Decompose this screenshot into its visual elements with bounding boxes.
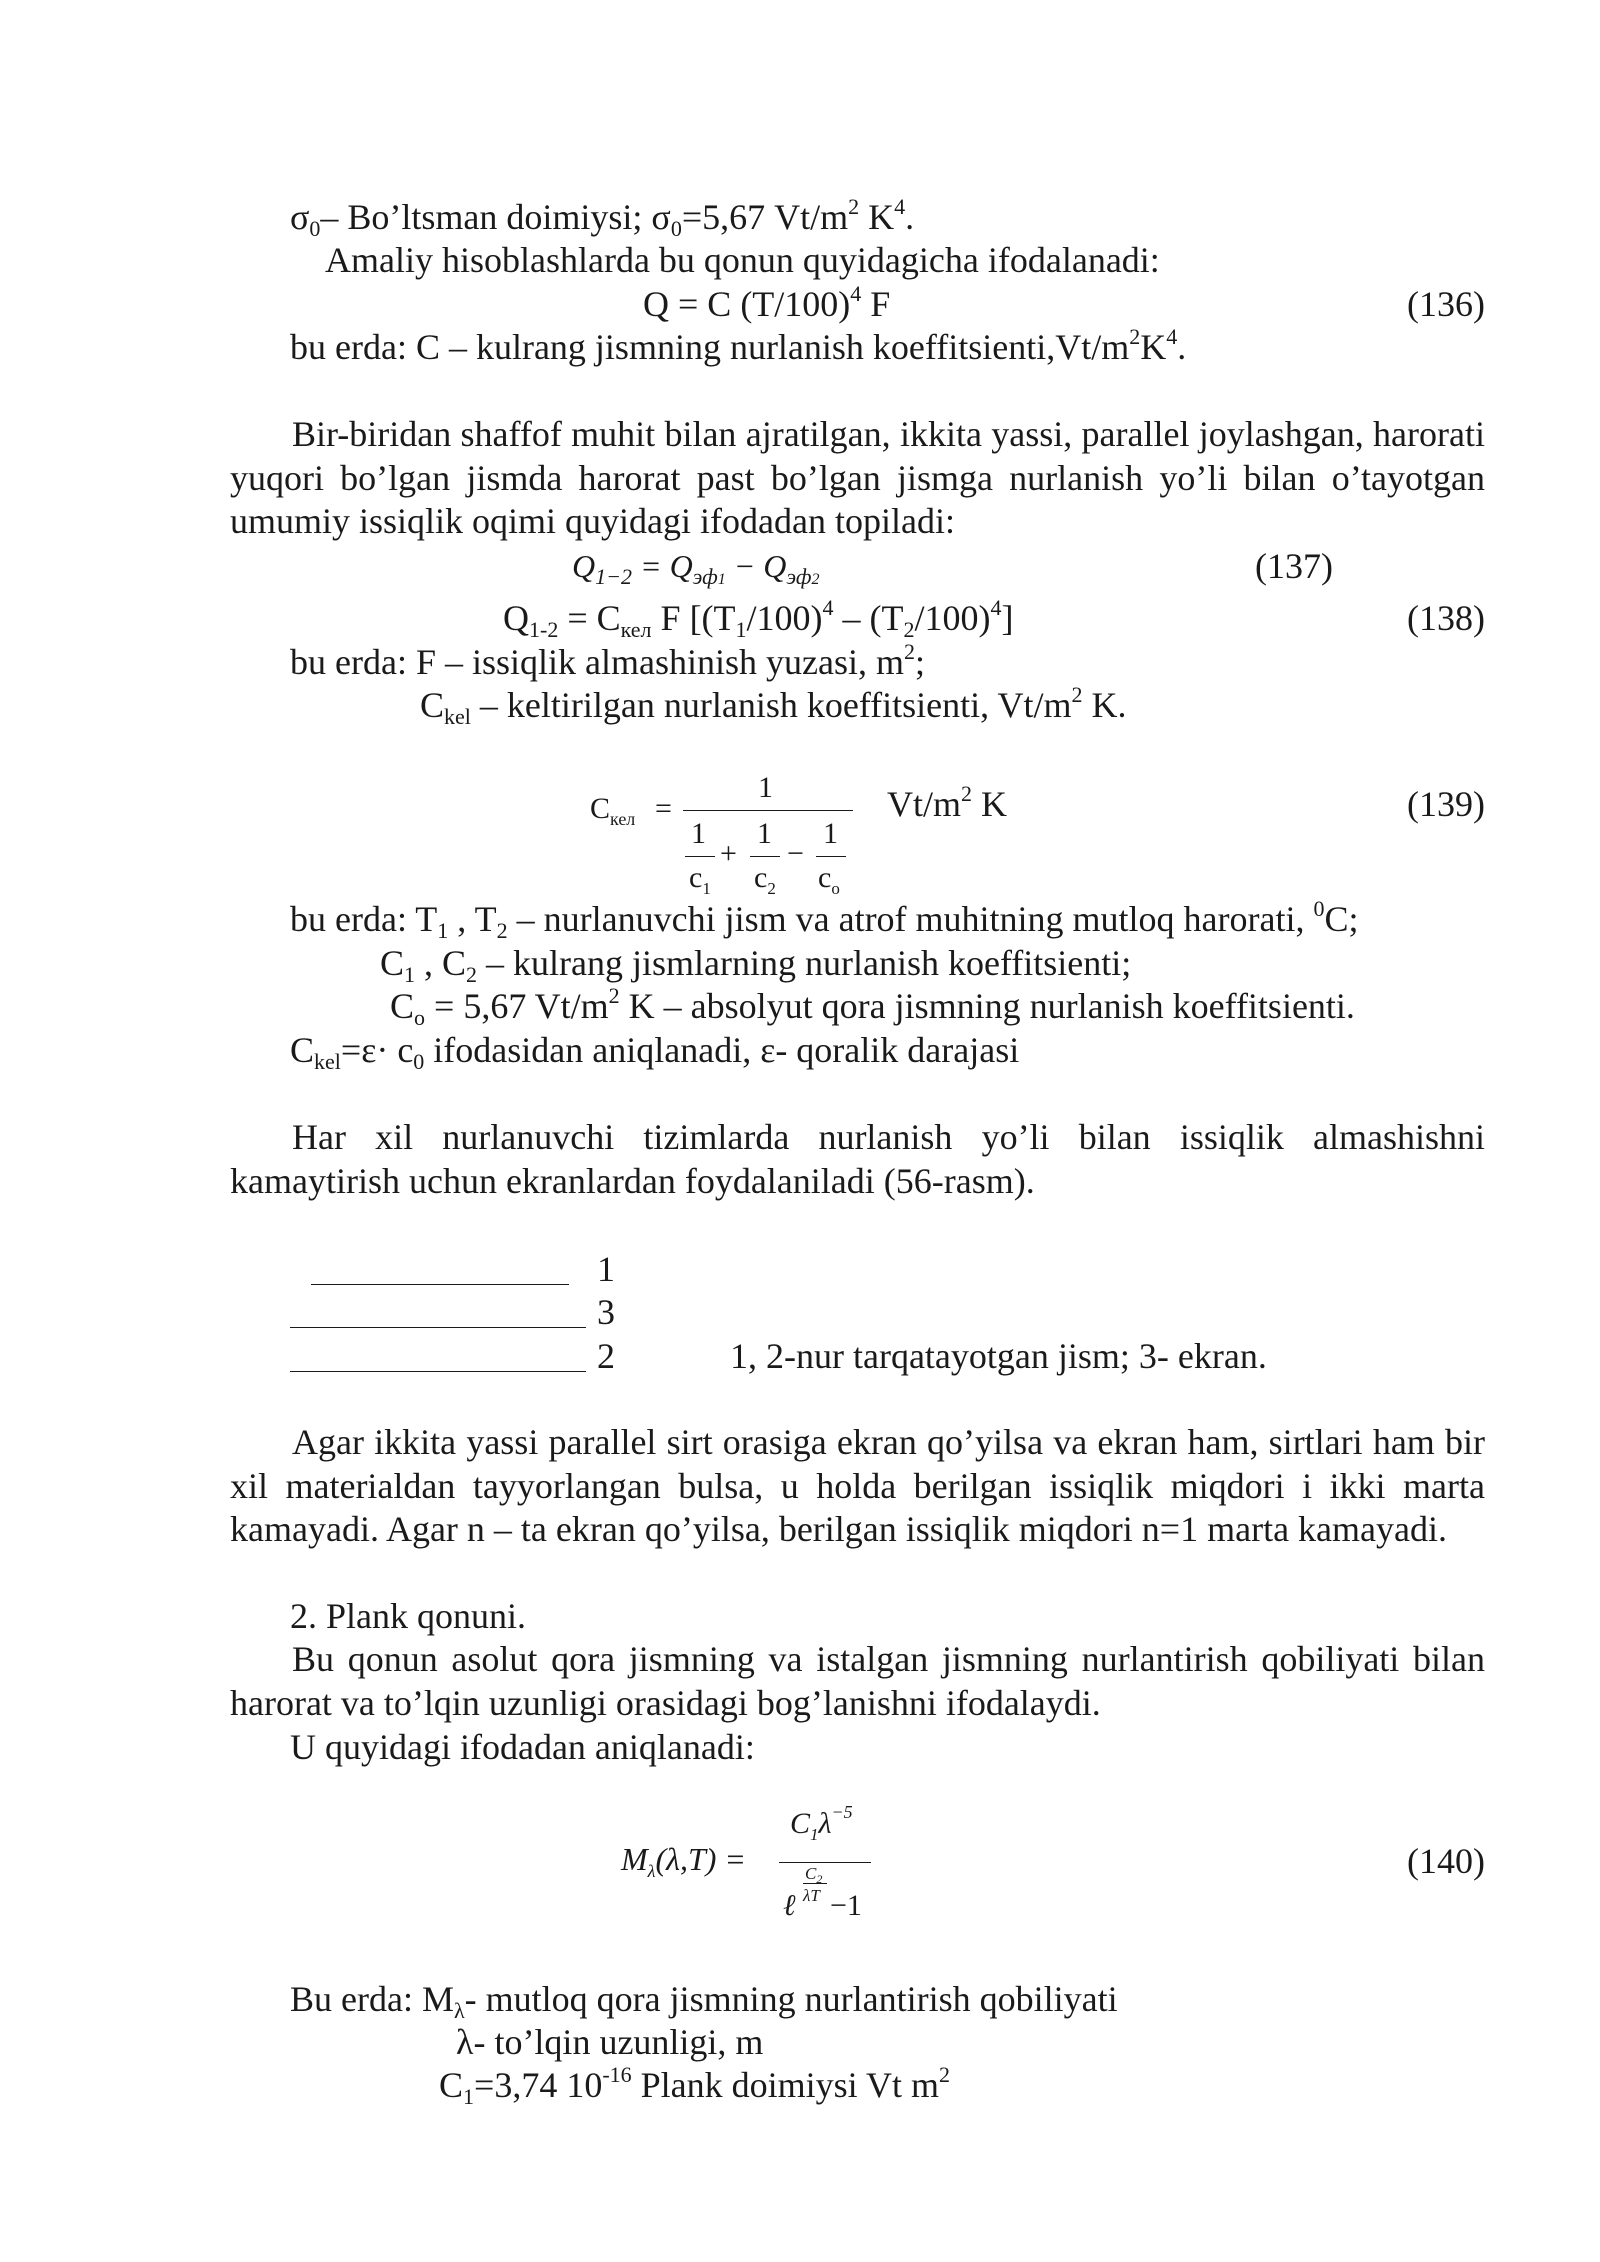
text: Vt/m [887,784,962,824]
text: 0 [309,216,321,241]
text: 2 [496,918,508,943]
text: λ [647,1861,656,1881]
figure-label: 3 [597,1292,615,1332]
text: 2 [961,781,973,806]
text: bu erda: F – issiqlik almashinish yuzasi, m [290,642,904,682]
definition-line [290,326,1186,368]
text: c [818,861,832,894]
definition-line [290,1978,1118,2023]
paragraph: Bir-biridan shaffof muhit bilan ajratilgan, ikkita yassi, parallel joylashgan, harorati yuqori bo’lgan jismda harorat past bo’lgan jismga nurlanish yo’li bilan o’tayotgan umumiy issiqlik oqimi quyidagi ifodadan topiladi: [230,414,1485,541]
lhs [621,1841,747,1881]
definition-line [290,896,1359,943]
text: – keltirilgan nurlanish koeffitsienti, Vt/m [470,685,1072,725]
text: /100) [914,598,991,638]
text: =3,74 10 [474,2065,603,2105]
text: K – absolyut qora jismning nurlanish koeffitsienti. [619,986,1355,1026]
numerator: 1 [758,771,773,804]
text: кел [610,809,636,829]
text: 4 [894,194,906,219]
text: 1 [404,962,416,987]
text: C; [1324,899,1359,939]
denominator-co [818,861,840,898]
text: 1 [437,918,449,943]
equation-number: (136) [1407,284,1485,324]
text: Bu erda: M [290,1979,454,2019]
paragraph: Bu qonun asolut qora jismning va istalgan jismning nurlantirish qobiliyati bilan harorat va to’lqin uzunligi orasidagi bog’lanishni ifodalaydi. [230,1639,1485,1723]
text: F [(T [651,598,736,638]
paragraph: Agar ikkita yassi parallel sirt orasiga ekran qo’yilsa va ekran ham, sirtlari ham bir xil materialdan tayyorlangan bulsa, u holda berilgan issiqlik miqdori i ikki marta kamayadi. Agar n – ta ekran qo’yilsa, berilgan issiqlik miqdori n=1 marta kamayadi. [230,1422,1485,1549]
text: − Q [725,548,787,584]
text: =5,67 Vt/m [681,197,849,237]
text: ] [1001,598,1014,638]
text: = Q [631,548,693,584]
text: 1 [735,617,747,642]
text: эф [786,564,812,589]
denominator-c2 [754,861,776,898]
term-1-numerator: 1 [691,817,706,850]
text: Plank doimiysi Vt m [631,2065,940,2105]
text: λ [453,1998,465,2023]
definition-line [290,641,925,683]
text: K. [1082,685,1127,725]
text: 1 [702,879,711,898]
text: 2 [608,983,620,1008]
text: 2 [466,962,478,987]
line-2 [290,1371,586,1372]
text: 2 [816,1872,823,1886]
text: 4 [1166,324,1178,349]
text: F [861,284,891,324]
fraction-bar [685,856,715,857]
lhs [590,792,636,829]
text: . [905,197,915,237]
text: = C [558,598,621,638]
text: C [420,685,445,725]
fraction-bar [683,810,853,811]
paragraph-line: U quyidagi ifodadan aniqlanadi: [290,1727,755,1767]
paragraph-line: Amaliy hisoblashlarda bu qonun quyidagicha ifodalanadi: [325,240,1160,280]
text: o [831,879,840,898]
text: – Bo’ltsman doimiysi; σ [320,197,671,237]
line-3 [290,1327,586,1328]
text: 2 [811,571,820,588]
exponent-denominator: λT [803,1886,820,1905]
text: Q [572,548,596,584]
text: 0 [1313,896,1325,921]
text: M [621,1841,648,1877]
text: ifodasidan aniqlanadi, ε- qoralik darajasi [424,1030,1020,1070]
text: 2 [903,617,915,642]
text: 1-2 [529,617,559,642]
definition-line: λ- to’lqin uzunligi, m [456,2022,764,2062]
text: 4 [990,595,1002,620]
text: 2 [767,879,776,898]
figure-caption: 1, 2-nur tarqatayotgan jism; 3- ekran. [730,1336,1267,1376]
paragraph: Har xil nurlanuvchi tizimlarda nurlanish yo’li bilan issiqlik almashishni kamaytirish uchun ekranlardan foydalaniladi (56-rasm). [230,1117,1485,1201]
definition-line [290,1029,1020,1074]
text: C [790,1807,811,1840]
text: Q [503,598,529,638]
denominator-tail: −1 [830,1889,862,1922]
term-2-numerator: 1 [757,817,772,850]
numerator [790,1802,853,1844]
text: 4 [850,281,862,306]
text: C [380,943,405,983]
text: (λ,T) = [655,1841,747,1877]
text: , T [448,899,497,939]
definition-line [390,983,1355,1030]
text: кел [620,617,652,642]
text: K [972,784,1008,824]
fraction-bar [779,1862,871,1863]
equation-number: (137) [1255,546,1333,586]
denominator-c1 [689,861,711,898]
text: 1 [717,571,726,588]
text: 2 [939,2062,951,2087]
fraction-bar [750,856,780,857]
text: Q = C (T/100) [643,284,851,324]
text: 1 [810,1825,819,1844]
sigma-definition-line [290,194,915,241]
text: K [859,197,895,237]
definition-line [439,2062,951,2109]
text: o [414,1005,426,1030]
figure-label: 1 [597,1249,615,1289]
definition-line [380,942,1132,987]
text: kel [444,704,471,729]
text: 1 [463,2084,475,2109]
text: −5 [831,1802,853,1822]
definition-line [420,682,1127,729]
text: – kulrang jismlarning nurlanish koeffitsienti; [477,943,1132,983]
text: C [439,2065,464,2105]
line-1 [311,1284,569,1285]
text: , C [415,943,467,983]
text: C [290,1030,315,1070]
text: ; [914,642,925,682]
text: 0 [670,216,682,241]
text: 1−2 [595,564,632,589]
equation-137 [572,545,819,587]
text: C [805,1864,817,1883]
text: 2 [1129,324,1141,349]
text: . [1177,327,1187,367]
text: λ [818,1807,832,1840]
text: 2 [848,194,860,219]
figure-label: 2 [597,1336,615,1376]
text: c [754,861,768,894]
text: 4 [822,595,834,620]
equation-136 [643,283,890,325]
text: bu erda: C – kulrang jismning nurlanish koeffitsienti,Vt/m [290,327,1130,367]
text: -16 [602,2062,632,2087]
text: bu erda: T [290,899,438,939]
equals-sign: = [655,792,672,825]
equation-number: (139) [1407,784,1485,824]
unit [887,783,1007,825]
equation-138 [503,595,1014,642]
text: C [590,792,611,825]
text: σ [290,197,310,237]
text: 2 [1071,682,1083,707]
text: 0 [413,1049,425,1074]
term-3-numerator: 1 [823,817,838,850]
text: - mutloq qora jismning nurlantirish qobiliyati [464,1979,1118,2019]
section-heading: 2. Plank qonuni. [290,1596,527,1636]
fraction-bar [816,856,846,857]
denominator-base: ℓ [783,1889,796,1922]
text: K [1140,327,1167,367]
text: эф [692,564,718,589]
minus-sign: − [787,837,804,870]
text: = 5,67 Vt/m [425,986,609,1026]
equation-number: (138) [1407,598,1485,638]
text: kel [314,1049,341,1074]
text: C [390,986,415,1026]
text: 2 [903,639,915,664]
text: – nurlanuvchi jism va atrof muhitning mutloq harorati, [507,899,1314,939]
text: =ε· c [340,1030,414,1070]
text: /100) [746,598,823,638]
text: c [689,861,703,894]
equation-number: (140) [1407,1841,1485,1881]
plus-sign: + [720,837,737,870]
text: – (T [833,598,904,638]
